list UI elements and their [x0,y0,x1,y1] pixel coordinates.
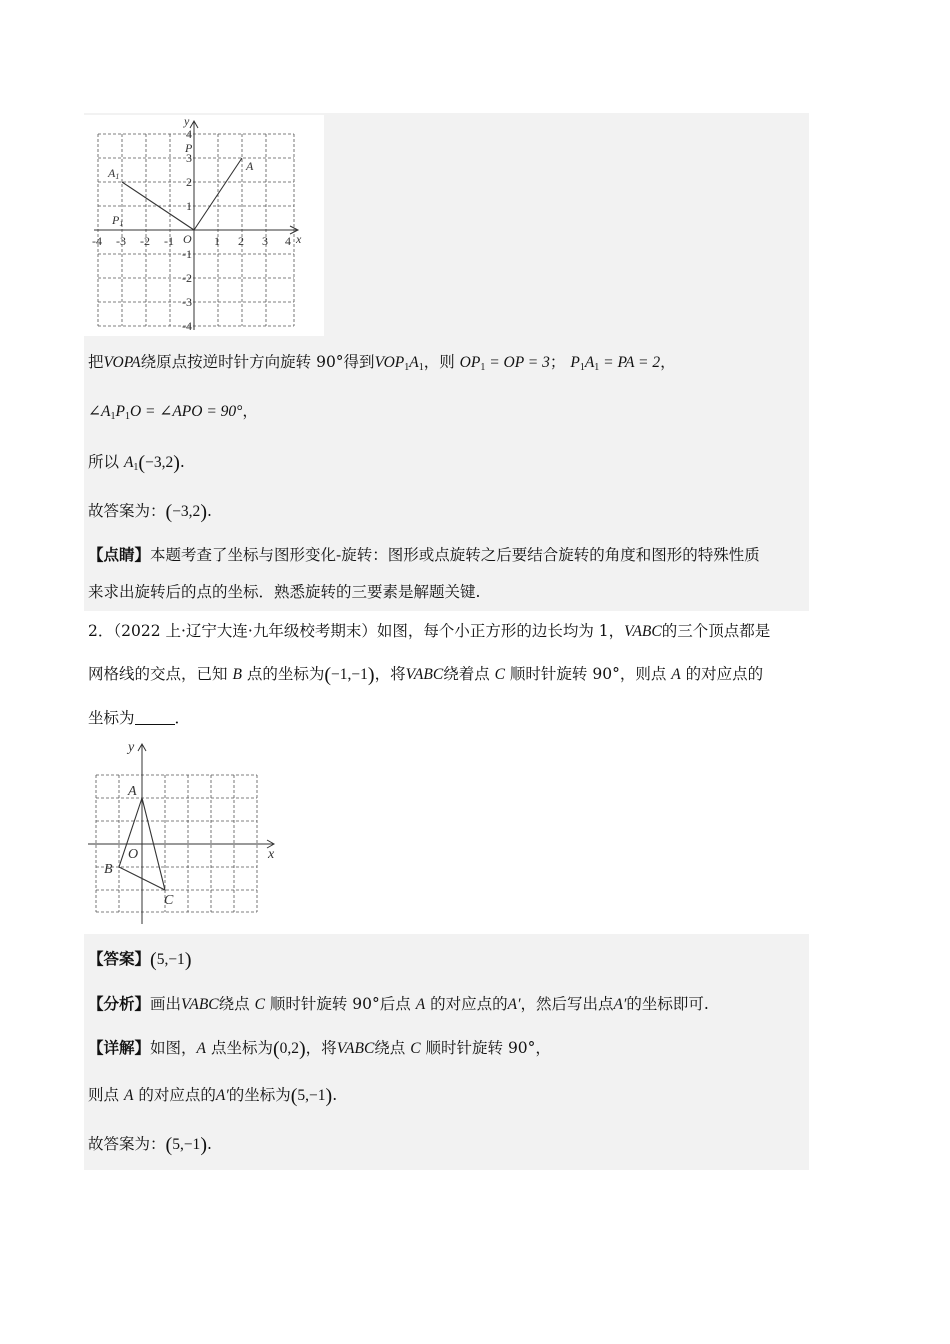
answer2-final: 故答案为：(5,−1). [88,1134,212,1156]
point-b-label: B [104,862,113,877]
x-axis-label: x [296,232,302,246]
y-tick-label: 1 [186,199,192,213]
solution1-line-1: 把VOPA绕原点按逆时针方向旋转 90°得到$VOP_1A_1$，则 $OP_1$ = OP = 3； $P_1A_1$ = PA = 2， [88,353,676,373]
y-axis-label: y [128,740,135,755]
x-tick-label: 1 [214,234,220,248]
answer2-detail: 【详解】如图，A 点坐标为(0,2)，将VABC绕点 C 顺时针旋转 90°， [88,1038,551,1060]
figure-1 [84,115,324,336]
solution1-answer: 故答案为：(−3,2). [88,501,212,523]
point-a-label: A [128,784,137,799]
origin-label: O [183,232,192,246]
solution1-line-3: 所以 $A_1(-3,2)$. [88,452,185,474]
solution1-line-2: $\angle A_1P_1O$ = ∠APO = 90°， [88,402,258,422]
y-tick-label: 3 [186,151,192,165]
answer2-answer: 【答案】(5,−1) [88,949,192,971]
y-axis-label: y [184,115,190,128]
answer2-detail-line-2: 则点 A 的对应点的A′的坐标为(5,−1). [88,1085,338,1107]
question2-line-3: 坐标为 ． [88,709,191,727]
x-tick-label: -1 [164,234,174,248]
y-tick-label: 4 [186,127,192,141]
y-tick-label: -4 [182,319,192,333]
answer-blank [135,710,175,725]
point-c-label: C [164,893,174,908]
y-tick-label: -2 [182,271,192,285]
point-a-label: A [246,159,254,173]
y-tick-label: -3 [182,295,192,309]
figure-2 [84,738,284,928]
x-axis-label: x [268,847,275,862]
point-p-label: P [185,141,193,155]
coordinate-grid-1 [84,115,324,336]
y-tick-label: 2 [186,175,192,189]
x-tick-label: 2 [238,234,244,248]
point-p1-label: P1 [112,213,124,228]
point-a1-label: A1 [108,166,120,181]
solution1-note-line-1: 【点睛】本题考查了坐标与图形变化-旋转：图形或点旋转之后要结合旋转的角度和图形的特殊性质 [88,545,760,564]
solution1-note-line-2: 来求出旋转后的点的坐标．熟悉旋转的三要素是解题关键. [88,583,481,601]
y-tick-label: -1 [182,247,192,261]
origin-label: O [128,847,139,862]
x-tick-label: -4 [92,234,102,248]
coordinate-grid-2 [84,738,284,928]
x-tick-label: 3 [262,234,268,248]
x-tick-label: -3 [116,234,126,248]
question2-line-2: 网格线的交点，已知 B 点的坐标为(−1,−1)，将VABC绕着点 C 顺时针旋转 90°，则点 A 的对应点的 [88,664,764,686]
x-tick-label: -2 [140,234,150,248]
x-tick-label: 4 [285,234,291,248]
question2-line-1: 2．（2022 上·辽宁大连·九年级校考期末）如图，每个小正方形的边长均为 1，VABC的三个顶点都是 [88,622,771,640]
answer2-analysis: 【分析】画出VABC绕点 C 顺时针旋转 90°后点 A 的对应点的A′，然后写出点A′的坐标即可. [88,994,709,1013]
